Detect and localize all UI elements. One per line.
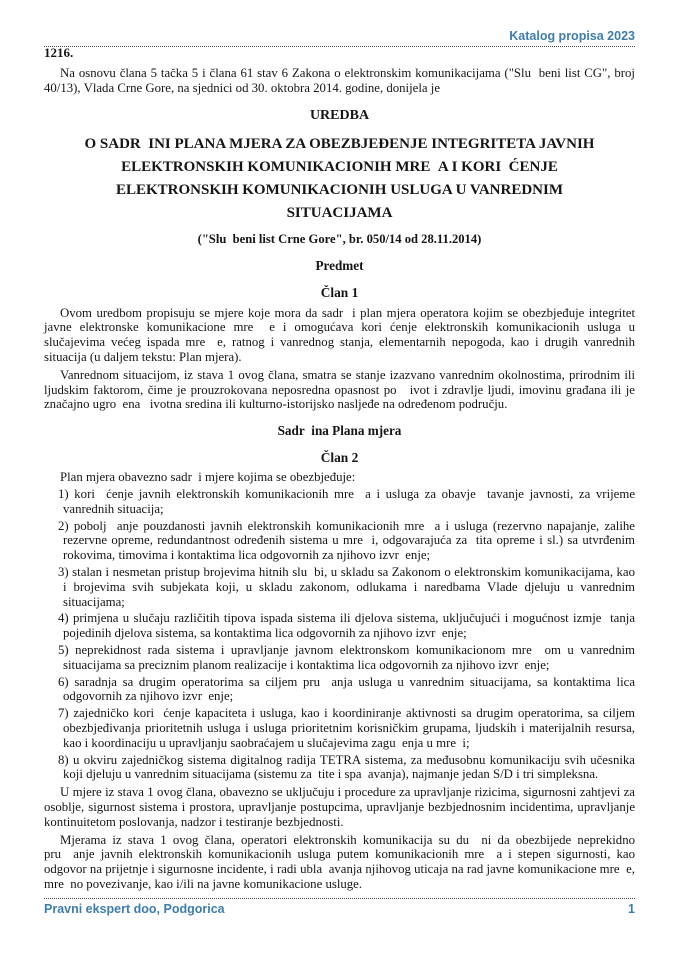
list-item-4: 4) primjena u slučaju različitih tipova ispada sistema ili djelova sistema, uključujući i mogućnost izmje tanja pojedinih djelova sistema, sa kontaktima lica odgovornih za njihovo izvr enje; [58,611,635,641]
intro-paragraph: Na osnovu člana 5 tačka 5 i člana 61 stav 6 Zakona o elektronskim komunikacijama ("Slu beni list CG", broj 40/13), Vlada Crne Gore, na sjednici od 30. oktobra 2014. godine, donijela je [44,66,635,95]
list-item-2: 2) pobolj anje pouzdanosti javnih elektronskih komunikacionih mre a i usluga (rezervno napajanje, zalihe rezervne opreme, redundantnost određenih sistema u mre i, odgovarajuća za tita opreme i sl.) sa utvrđenim rokovima, timovima i kontaktima lica odgovornih za njihovo izvr enje; [58,518,635,563]
list-item-1: 1) kori ćenje javnih elektronskih komunikacionih mre a i usluga za obavje tavanje javnosti, za vrijeme vanrednih situacija; [58,486,635,516]
document-content [44,46,635,892]
list-item-3: 3) stalan i nesmetan pristup brojevima hitnih slu bi, u skladu sa Zakonom o elektronskim komunikacijama, kao i brojevima svih subjekata koji, u skladu zakonom, odlukama i naredbama Vlade djeluju u vanrednim situacijama; [58,564,635,609]
decree-title-line-1: O SADR INI PLANA MJERA ZA OBEZBJEĐENJE INTEGRITETA JAVNIH [84,135,595,152]
page-number: 1 [628,902,635,916]
decree-title-line-2: ELEKTRONSKIH KOMUNIKACIONIH MRE A I KORI ĆENJE [121,158,558,175]
decree-heading: UREDBA [309,107,370,123]
clan2-lead: Plan mjera obavezno sadr i mjere kojima se obezbjeđuje: [60,470,356,485]
regulation-number: 1216. [44,45,74,60]
article-heading-clan-1: Član 1 [320,284,359,300]
publisher-label: Pravni ekspert doo, Podgorica [44,902,225,916]
section-heading-sadrzina: Sadr ina Plana mjera [277,423,402,439]
decree-title [44,133,635,225]
list-item-5: 5) neprekidnost rada sistema i upravljanje javnom elektronskom komunikacionom mre om u vanrednim situacijama sa preciznim planom realizacije i kontaktima lica odgovornih za njihovo izvr enje; [58,642,635,672]
page-header [44,27,635,47]
clan2-paragraph-2: Mjerama iz stava 1 ovog člana, operatori elektronskih komunikacija su du ni da obezbijede neprekidno pru anje javnih elektronskih komunikacionih usluga putem komunikacionih mre a i stepen sigurnosti, kao odgovor na prijetnje i sigurnosne incidente, i radi ubla avanja njihovog uticaja na rad javne komunikacione mre e, mre no povezivanje, kao i/ili na javne komunikacione usluge. [44,832,635,891]
catalog-label: Katalog propisa 2023 [509,29,635,43]
list-item-8: 8) u okviru zajedničkog sistema digitalnog radija TETRA sistema, za međusobnu komunikaciju svih učesnika koji djeluju u vanrednim situacijama (sistemu za tite i spa avanja), najmanje jedan S/D i tri simpleksna. [58,752,635,782]
list-item-6: 6) saradnja sa drugim operatorima sa ciljem pru anja usluga u vanrednim situacijama, sa kontaktima lica odgovornih za njihovo izvr enje; [58,674,635,704]
article-heading-clan-2: Član 2 [320,450,359,466]
clan1-paragraph-2: Vanrednom situacijom, iz stava 1 ovog člana, smatra se stanje izazvano vanrednim okolnostima, prirodnim ili ljudskim faktorom, čime je prouzrokovana neposredna opasnost po ivot i zdravlje ljudi, imovinu građana ili je značajno ugro ena ivotna sredina ili kulturno-istorijsko nasljeđe na određenom području. [44,367,635,412]
gazette-reference: ("Slu beni list Crne Gore", br. 050/14 od 28.11.2014) [197,231,482,246]
clan2-paragraph-1: U mjere iz stava 1 ovog člana, obavezno se uključuju i procedure za upravljanje rizicima, sigurnosni zahtjevi za osoblje, sigurnost sistema i prostora, upravljanje postupcima, upravljanje bezbjednosnim incidentima, upravljanje kontinuitetom poslovanja, nadzor i testiranje bezbjednosti. [44,785,635,829]
decree-title-line-3: ELEKTRONSKIH KOMUNIKACIONIH USLUGA U VANREDNIM [115,181,563,198]
list-item-7: 7) zajedničko kori ćenje kapaciteta i usluga, kao i koordiniranje aktivnosti sa drugim operatorima, sa ciljem obezbjeđivanja prioritetnih usluga i usluga prioritetnim korisničkim grupama, ljudskih i materijalnih resursa, kao i koordinaciju u upravljanju saobraćajem u slučajevima zagu enja u mre i; [58,706,635,750]
clan1-paragraph-1: Ovom uredbom propisuju se mjere koje mora da sadr i plan mjera operatora kojim se obezbjeđuje integritet javne elektronske komunikacione mre e i omogućava kori ćenje elektronskih komunikacionih usluga u slučajevima većeg ispada mre e, ratnog i vanrednog stanja, elementarnih nepogoda, kao i drugih vanrednih situacija (u daljem tekstu: Plan mjera). [44,305,635,364]
decree-title-line-4: SITUACIJAMA [286,204,393,221]
section-heading-predmet: Predmet [315,257,364,273]
page-footer [44,898,635,916]
